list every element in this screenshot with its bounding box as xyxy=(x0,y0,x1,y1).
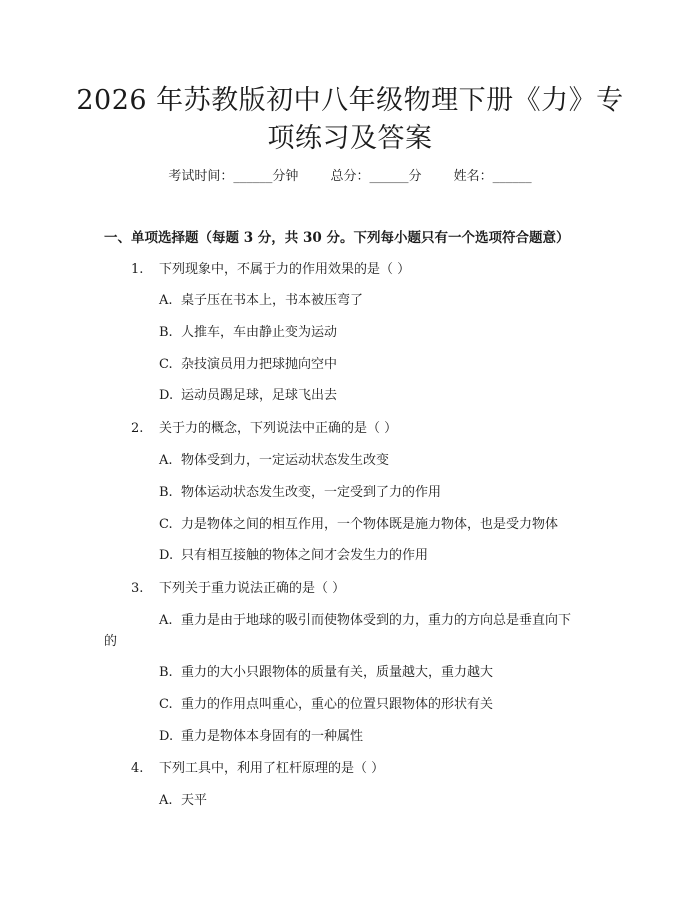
question-3-option-b xyxy=(159,664,493,682)
option-letter: A. xyxy=(159,613,173,628)
title-line-1: 2026 年苏教版初中八年级物理下册《力》专 xyxy=(76,85,624,116)
question-number: 3. xyxy=(131,581,144,596)
option-text: 物体受到力，一定运动状态发生改变 xyxy=(181,453,390,468)
question-number: 1. xyxy=(131,262,144,277)
question-3-option-a-continuation: 的 xyxy=(104,634,118,649)
total-score-field: 总分：______分 xyxy=(330,169,422,184)
section-heading-single-choice: 一、单项选择题（每题 3 分，共 30 分。下列每小题只有一个选项符合题意） xyxy=(104,230,570,246)
option-letter: D. xyxy=(159,548,174,563)
option-text: 天平 xyxy=(181,793,208,808)
question-1-option-c xyxy=(159,356,337,374)
question-text: 下列现象中，不属于力的作用效果的是（ ） xyxy=(159,262,411,277)
option-text: 运动员踢足球，足球飞出去 xyxy=(181,388,338,403)
question-2-option-a xyxy=(159,452,389,470)
option-letter: B. xyxy=(159,665,173,680)
question-2-option-b xyxy=(159,484,441,502)
question-1-option-b xyxy=(159,324,337,342)
option-letter: C. xyxy=(159,357,173,372)
option-text: 重力是物体本身固有的一种属性 xyxy=(181,729,364,744)
option-text: 重力是由于地球的吸引而使物体受到的力，重力的方向总是垂直向下 xyxy=(181,613,572,628)
question-3-option-a xyxy=(159,612,571,630)
question-1-option-a xyxy=(159,292,363,310)
option-letter: D. xyxy=(159,388,174,403)
question-3-option-d xyxy=(159,728,363,746)
student-name-field: 姓名：______ xyxy=(453,169,532,184)
question-2-option-c xyxy=(159,516,558,534)
option-letter: A. xyxy=(159,793,173,808)
option-letter: C. xyxy=(159,697,173,712)
option-text: 杂技演员用力把球抛向空中 xyxy=(181,357,338,372)
question-number: 4. xyxy=(131,761,144,776)
question-1-option-d xyxy=(159,387,337,405)
exam-info-line xyxy=(0,168,700,186)
option-text: 重力的大小只跟物体的质量有关，质量越大，重力越大 xyxy=(181,665,494,680)
question-4-stem xyxy=(131,760,384,778)
option-text: 只有相互接触的物体之间才会发生力的作用 xyxy=(181,548,429,563)
question-text: 关于力的概念，下列说法中正确的是（ ） xyxy=(159,421,398,436)
option-letter: B. xyxy=(159,325,173,340)
question-3-stem xyxy=(131,580,345,598)
option-letter: B. xyxy=(159,485,173,500)
option-text: 重力的作用点叫重心，重心的位置只跟物体的形状有关 xyxy=(181,697,494,712)
question-2-option-d xyxy=(159,547,428,565)
document-title xyxy=(0,82,700,158)
question-1-stem xyxy=(131,261,410,279)
option-text: 人推车，车由静止变为运动 xyxy=(181,325,338,340)
question-3-option-c xyxy=(159,696,493,714)
question-4-option-a xyxy=(159,792,207,810)
option-text: 桌子压在书本上，书本被压弯了 xyxy=(181,293,364,308)
option-text: 物体运动状态发生改变，一定受到了力的作用 xyxy=(181,485,442,500)
question-2-stem xyxy=(131,420,397,438)
option-letter: D. xyxy=(159,729,174,744)
question-text: 下列关于重力说法正确的是（ ） xyxy=(159,581,346,596)
option-text: 力是物体之间的相互作用，一个物体既是施力物体，也是受力物体 xyxy=(181,517,559,532)
option-letter: A. xyxy=(159,453,173,468)
option-letter: C. xyxy=(159,517,173,532)
question-text: 下列工具中，利用了杠杆原理的是（ ） xyxy=(159,761,385,776)
question-number: 2. xyxy=(131,421,144,436)
title-line-2: 项练习及答案 xyxy=(267,123,433,154)
option-letter: A. xyxy=(159,293,173,308)
exam-time-field: 考试时间：______分钟 xyxy=(168,169,299,184)
